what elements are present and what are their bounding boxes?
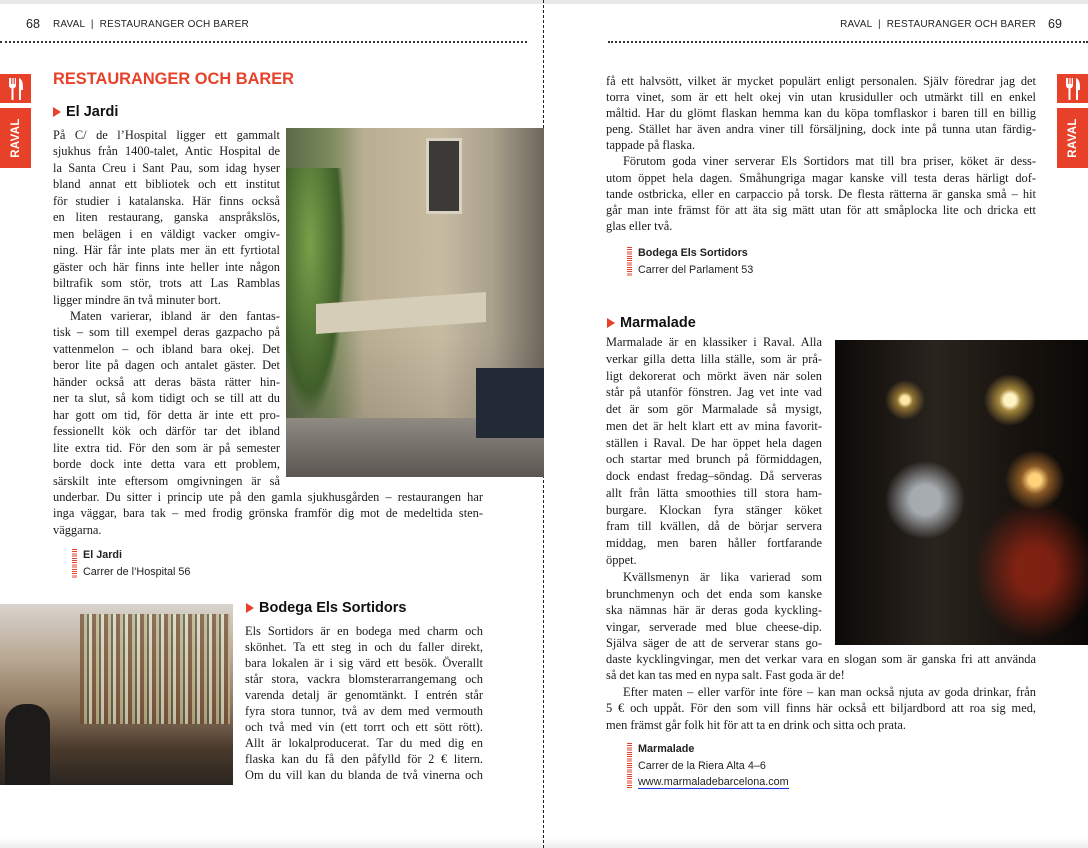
text-line: vingar, serverade med blue cheese-dip. [606, 619, 822, 634]
text-line: fessionellt kök och därför tar det ibland [53, 424, 280, 439]
info-stripe [627, 743, 632, 789]
text-line: dock endast fredag–söndag. Då serveras [606, 469, 822, 483]
text-line: brunchmenyn och det enda som kanske [606, 586, 822, 601]
text-line: öppet. [606, 552, 637, 567]
text-line: händer också att deras bästa rätter hin- [53, 374, 280, 389]
text-line: bara lokalen är i sig värd ett besök. Överallt [245, 655, 483, 670]
text-line: Själva säger de att de serverar stans go- [606, 636, 822, 651]
text-line: verkar gilla detta lilla ställe, som är prå- [606, 351, 822, 366]
text-line: Allt är lokalproducerat. Tar du med dig en [245, 735, 483, 750]
text-line: står på utanför fönstren. Jag vet inte vad [606, 385, 822, 400]
header-rule-right [608, 41, 1088, 43]
heading-text: Marmalade [620, 315, 696, 331]
text-line: väggarna. [53, 522, 102, 537]
running-head-left: RAVAL | RESTAURANGER OCH BARER [53, 19, 249, 30]
venue-website-link[interactable]: www.marmaladebarcelona.com [638, 776, 789, 788]
text-line: flaska kan du få den påfylld för 2 € litern. [245, 751, 483, 766]
venue-address: Carrer del Parlament 53 [638, 263, 754, 276]
text-line: så det kan tas med en nypa salt. Fast goda är de! [606, 668, 845, 683]
triangle-bullet-icon [53, 107, 61, 117]
text-line: går man inte främst för att äta sig mätt utan för att småplocka lite och dricka ett [606, 202, 1036, 217]
heading-text: El Jardi [66, 104, 119, 120]
text-line: varenda detalj är genomtänkt. I entrén står [245, 687, 483, 702]
text-line: peng. Stället har även andra viner till försäljning, dock inte på tunna utan färdig- [606, 122, 1036, 137]
text-line: men belägen i en väldigt vacker omgiv- [53, 226, 280, 241]
text-line: ska nämnas här är deras goda kyckling- [606, 603, 822, 618]
running-head-right: RAVAL | RESTAURANGER OCH BARER [840, 19, 1036, 30]
text-line: få ett halvsött, vilket är mycket populärt enligt personalen. Själv föredrar jag det [606, 74, 1036, 88]
venue-address: Carrer de la Riera Alta 4–6 [638, 759, 766, 772]
fork-knife-icon [1065, 78, 1081, 100]
text-line: har gott om tid, för detta är inte ett pro- [53, 407, 280, 422]
text-line: 5 € och uppåt. För den som vill finns här också ett biljardbord att roa sig med, [606, 701, 1036, 716]
text-line: det är som gör Marmalade så mysigt, [606, 402, 822, 416]
marmalade-text-c [606, 651, 1036, 733]
heading-text: Bodega Els Sortidors [259, 600, 407, 616]
heading-el-jardi [53, 104, 118, 120]
marmalade-text-a [606, 334, 822, 569]
text-line: Om du vill kan du blanda de två vinerna och [245, 767, 483, 782]
page-number-right: 69 [1048, 17, 1062, 31]
text-line: lite extra tid. För den som är på semester [53, 440, 280, 455]
bodega-photo [0, 604, 233, 785]
district-tab-label: RAVAL [1066, 118, 1079, 158]
el-jardi-text-narrow [53, 127, 280, 489]
text-line: bland annat ett bibliotek och ett institut [53, 177, 280, 192]
text-line: särskilt inte eftersom omgivningen är så [53, 473, 280, 488]
district-tab-label: RAVAL [9, 118, 22, 158]
text-line: Els Sortidors är en bodega med charm och [245, 624, 483, 638]
info-box-el-jardi [72, 547, 190, 580]
text-line: beror lite på dagen och antalet gäster. Det [53, 358, 280, 373]
text-line: underbar. Du sitter i princip ute på den gamla sjukhusgården – restaurangen har [53, 490, 483, 504]
text-line: Kvällsmenyn är lika varierad som [623, 570, 822, 584]
triangle-bullet-icon [246, 603, 254, 613]
text-line: skönhet. Ta ett steg in och du faller direkt, [245, 639, 483, 654]
text-line: fyra stora tunnor, två av dem med vermouth [245, 703, 483, 718]
text-line: vattenmelon – och ibland bara okej. Det [53, 341, 280, 356]
venue-name: El Jardi [83, 549, 123, 561]
text-line: för studier i katalanska. Här finns också [53, 193, 280, 208]
text-line: glas eller två. [606, 218, 673, 233]
heading-bodega-els-sortidors [246, 600, 406, 616]
text-line: men det är helt klart ett av mina favorit- [606, 418, 822, 433]
text-line: Förutom goda viner serverar Els Sortidors mat till bra priser, köket är dess- [623, 154, 1036, 169]
district-tab-left [0, 108, 31, 168]
text-line: utom öppet hela dagen. Småhungriga magar kanske vill testa deras härligt dof- [606, 170, 1036, 185]
text-line: tande ostbricka, eller en carpaccio på torsk. De flesta rätterna är ganska små – hit [606, 186, 1036, 201]
text-line: gäster och här finns inte heller inte någon [53, 259, 280, 274]
fork-knife-icon [8, 78, 24, 100]
text-line: allt från lätta smoothies till stora ham- [606, 485, 822, 500]
heading-marmalade [607, 315, 696, 331]
text-line: daste kycklingvingar, men det verkar vara en slogan som är ganska fri att använda [606, 652, 1036, 666]
text-line: fram till kvällen, då de börjar servera [606, 519, 822, 534]
text-line: inga väggar, bara tak – med frodig grönska framför dig mot de medeltida sten- [53, 506, 483, 521]
text-line: biltrafik som stör, trots att Las Ramblas [53, 276, 280, 291]
text-line: och startar med brunch på förmiddagen, [606, 452, 822, 467]
page-number-left: 68 [26, 17, 40, 31]
top-edge [0, 0, 1088, 4]
el-jardi-photo [286, 128, 544, 477]
venue-name: Marmalade [638, 743, 695, 755]
info-stripe [627, 247, 632, 276]
text-line: Marmalade är en klassiker i Raval. Alla [606, 335, 822, 349]
text-line: tappade på flaska. [606, 138, 696, 153]
marmalade-text-b [606, 569, 822, 652]
venue-name: Bodega Els Sortidors [638, 247, 748, 259]
text-line: en liten restaurang, ganska anspråkslös, [53, 210, 280, 225]
marmalade-photo [835, 340, 1088, 645]
text-line: står stora, vackra blomsterarrangemang och [245, 671, 483, 686]
district-tab-right [1057, 108, 1088, 168]
text-line: borde dock inte detta vara ett problem, [53, 457, 280, 472]
info-stripe [72, 549, 77, 578]
info-box-sortidors [627, 245, 753, 278]
triangle-bullet-icon [607, 318, 615, 328]
header-rule-left [0, 41, 527, 43]
text-line: Maten varierar, ibland är den fantas- [70, 308, 280, 323]
info-box-marmalade [627, 741, 789, 791]
sortidors-text-continued [606, 73, 1036, 234]
text-line: På C/ de l’Hospital ligger ett gammalt [53, 128, 280, 142]
text-line: måltid. Har du glömt flaskan hemma kan du köpa tomflaskor i baren till en billig [606, 106, 1036, 121]
section-tab-left [0, 74, 31, 103]
sortidors-text [245, 624, 483, 784]
venue-address: Carrer de l’Hospital 56 [83, 565, 191, 578]
text-line: och två med vin (ett torrt och ett sött rött). [245, 719, 483, 734]
text-line: ning. Här får inte plats mer än ett fyrtiotal [53, 243, 280, 258]
text-line: middag, men baren håller fortfarande [606, 536, 822, 550]
text-line: torra vinet, som är ett helt okej vin utan krusiduller och utmärkt till en enkel [606, 90, 1036, 105]
text-line: Efter maten – eller varför inte före – kan man också njuta av goda drinkar, från [623, 684, 1036, 699]
el-jardi-text-wide [53, 489, 483, 538]
text-line: tisk – som till exempel deras gazpacho på [53, 325, 280, 340]
section-tab-right [1057, 74, 1088, 103]
text-line: ställen i Raval. De har öppet hela dagen [606, 435, 822, 450]
text-line: la Santa Creu i Sant Pau, som idag hyser [53, 160, 280, 175]
text-line: sjukhus från 1400-talet, Antic Hospital de [53, 144, 280, 159]
bottom-edge [0, 838, 1088, 848]
text-line: ner ta slut, så kom tidigt och se till att du [53, 391, 280, 406]
section-title: RESTAURANGER OCH BARER [53, 70, 295, 88]
text-line: men främst går folk hit för att ta en drink och sitta och prata. [606, 717, 907, 732]
text-line: burgare. Klockan fyra stänger köket [606, 502, 822, 517]
text-line: ligt dekorerat och mörkt även när solen [606, 368, 822, 383]
text-line: ligger mindre än två minuter bort. [53, 292, 221, 307]
